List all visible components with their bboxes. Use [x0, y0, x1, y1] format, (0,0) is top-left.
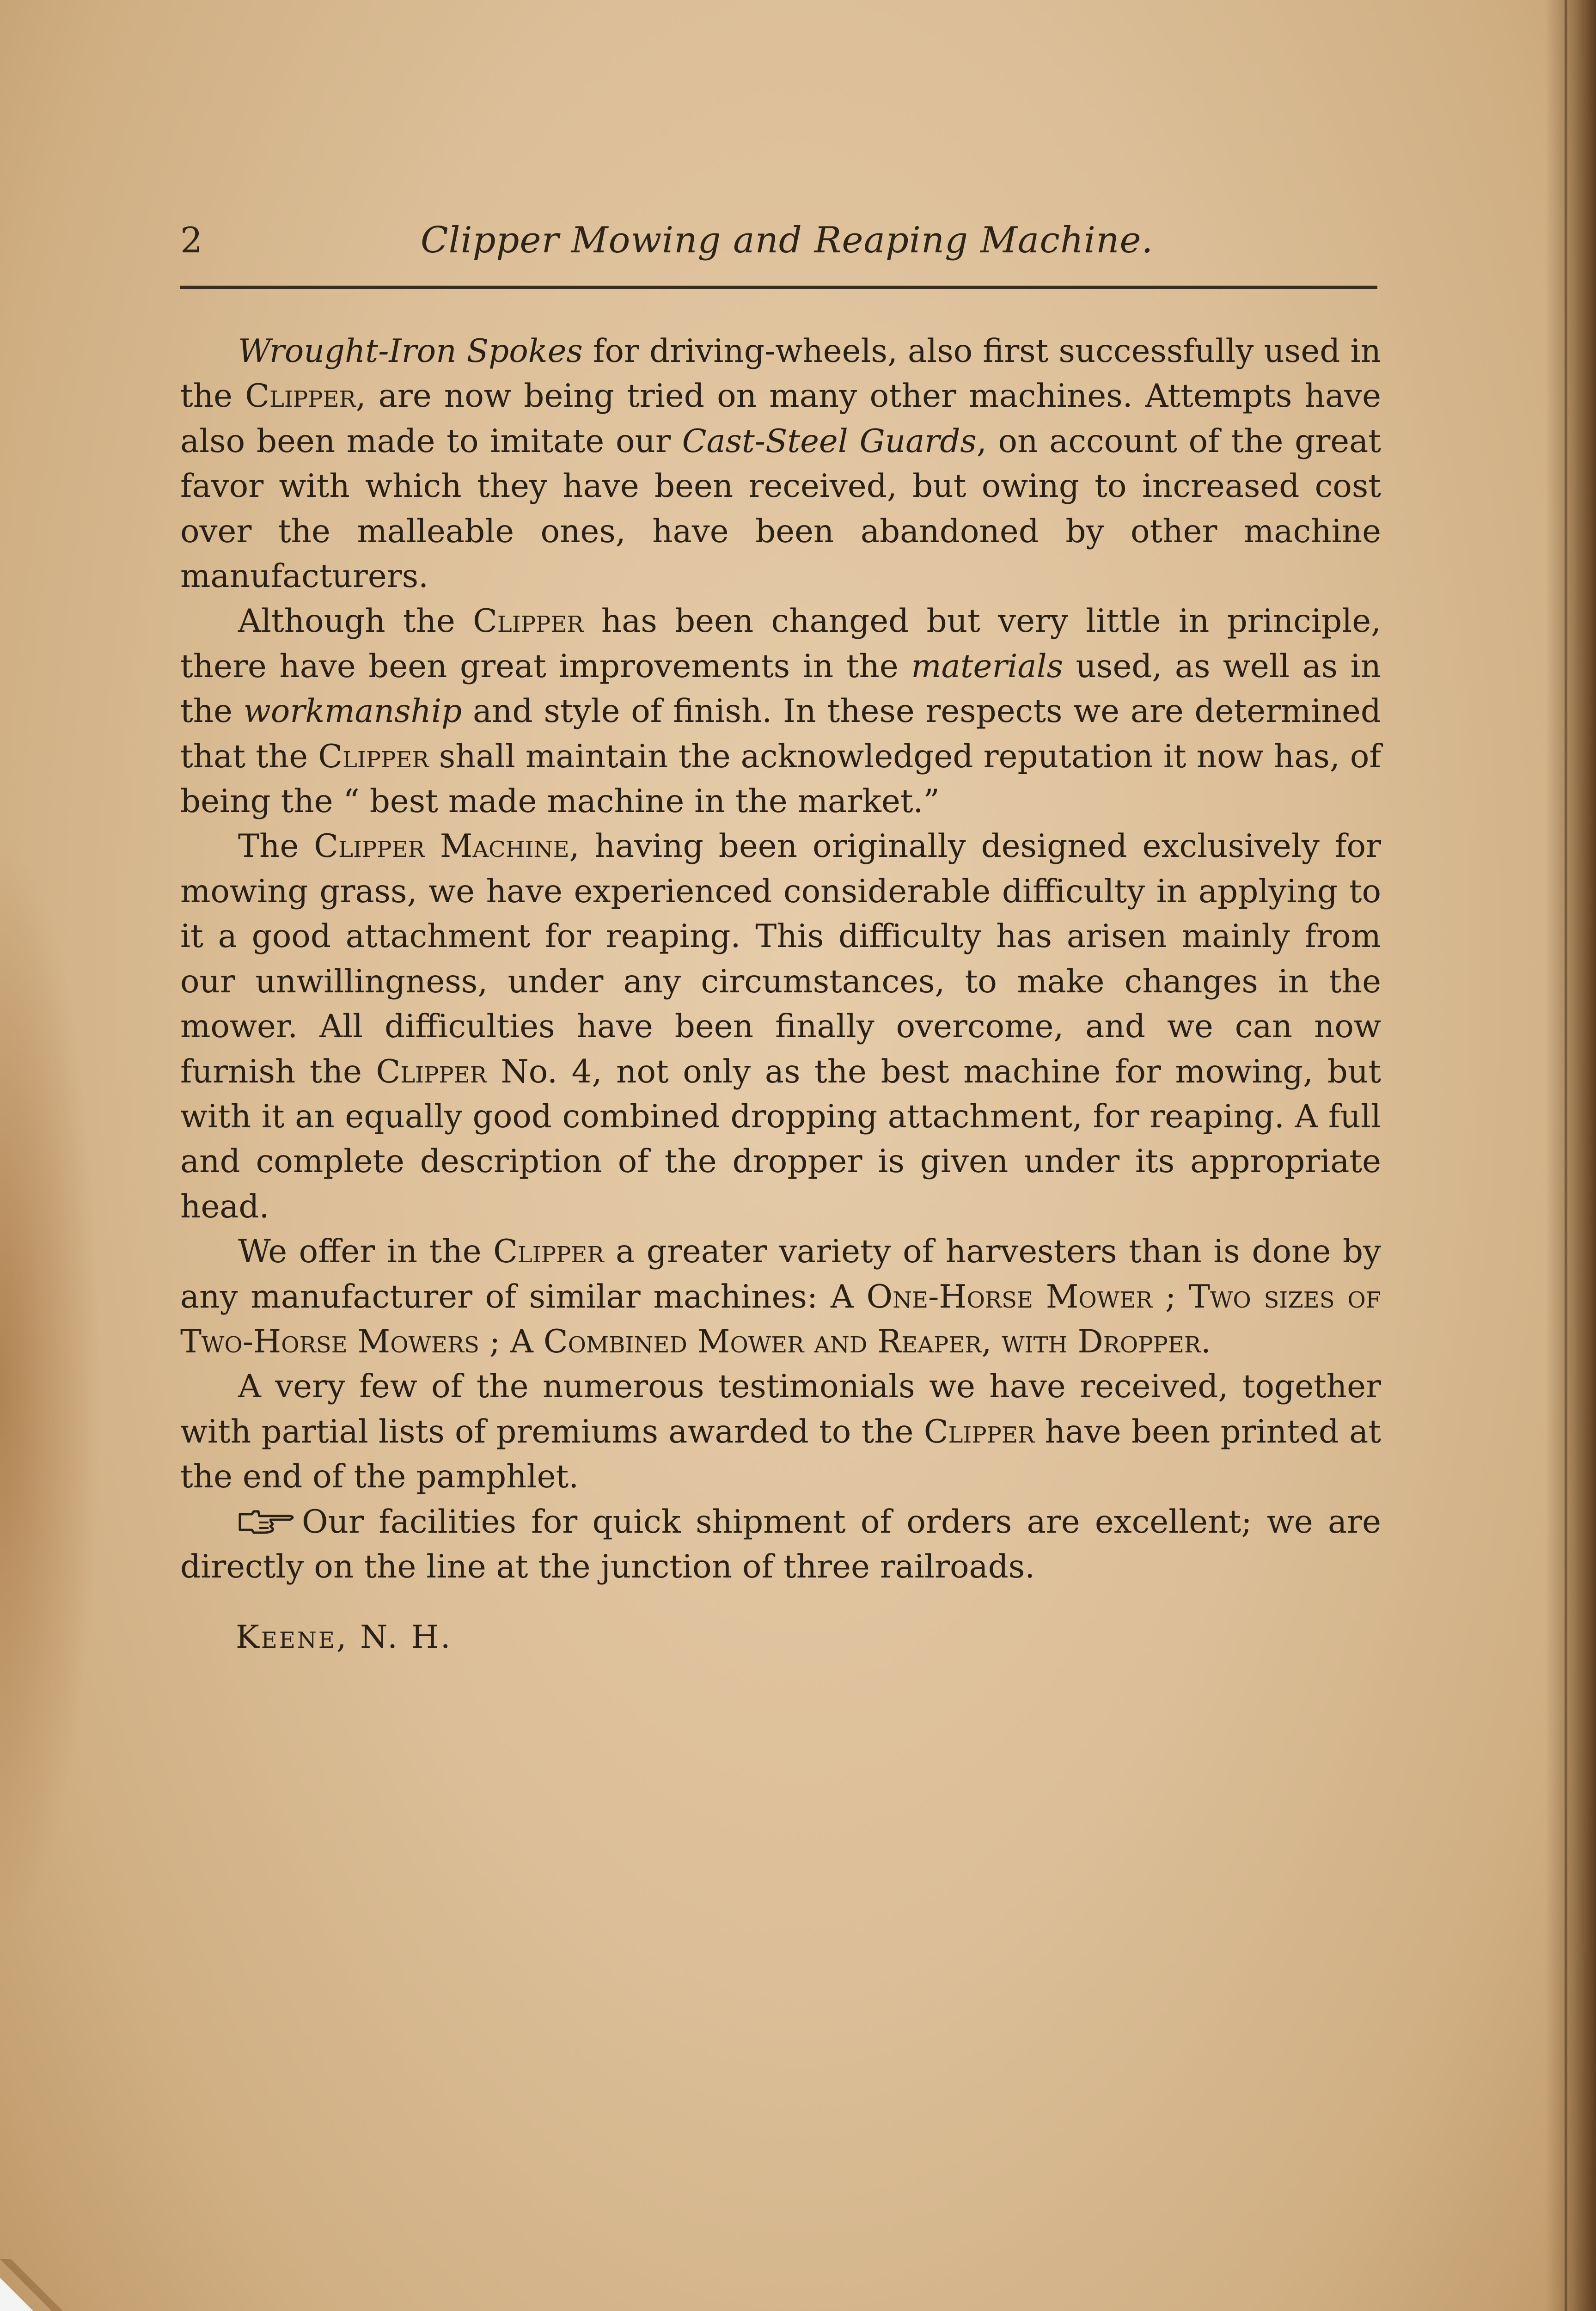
clipper-name: Clipper — [318, 738, 429, 775]
body-text — [180, 329, 1381, 1590]
text-run: , on account of the great favor with which they have been received, but owing to increased cost over the malleable ones, have been abandoned by other machine manufacturers. — [180, 422, 1381, 595]
text-run: has been changed but very little in principle, there have been great improvements in the — [180, 603, 1381, 685]
text-run: a greater variety of harvesters than is done by any manufacturer of similar machines: — [180, 1233, 1382, 1315]
signature-place: Keene, N. H. — [236, 1619, 453, 1656]
clipper-name: Clipper — [245, 378, 356, 415]
text-run: and style of finish. In these respects we are determined that the — [180, 693, 1381, 775]
paragraph-4 — [180, 1229, 1381, 1364]
paragraph-2 — [180, 599, 1381, 824]
paper-stain — [0, 832, 102, 1941]
text-run: Although the — [238, 603, 473, 640]
emphasis-cast-steel-guards: Cast-Steel Guards — [682, 422, 977, 460]
paragraph-1 — [180, 329, 1381, 599]
text-run: have been printed at the end of the pamphlet. — [180, 1413, 1381, 1496]
paragraph-3 — [180, 824, 1381, 1229]
paragraph-5 — [180, 1364, 1381, 1499]
product-list: A One-Horse Mower ; Two sizes of Two-Horse Mowers ; A Combined Mower and Reaper, with Dropper. — [180, 1278, 1381, 1360]
clipper-name: Clipper — [493, 1233, 604, 1271]
clipper-name: Clipper — [376, 1053, 487, 1090]
emphasis-workmanship: workmanship — [243, 693, 462, 730]
page-header — [180, 217, 1377, 268]
header-rule — [180, 286, 1377, 289]
text-run: No. 4, not only as the best machine for mowing, but with it an equally good combined dropping attachment, for reaping. A full and complete description of the dropper is given under its appropriate head. — [180, 1053, 1381, 1225]
running-title: Clipper Mowing and Reaping Machine. — [421, 220, 1154, 261]
clipper-machine-name: Clipper Machine — [314, 828, 569, 865]
text-run: used, as well as in the — [180, 648, 1381, 730]
emphasis-wrought-iron-spokes: Wrought-Iron Spokes — [238, 333, 583, 370]
clipper-name: Clipper — [923, 1413, 1035, 1450]
paragraph-6 — [180, 1500, 1381, 1590]
text-run: We offer in the — [238, 1233, 494, 1271]
clipper-name: Clipper — [473, 603, 584, 640]
text-run: , are now being tried on many other machines. Attempts have also been made to imitate our — [180, 378, 1381, 460]
text-run: A very few of the numerous testimonials we have received, together with partial lists of premiums awarded to the — [180, 1368, 1381, 1450]
pointing-hand-icon — [238, 1508, 297, 1536]
text-run: shall maintain the acknowledged reputation it now has, of being the “ best made machine in the market.” — [180, 738, 1382, 820]
text-run: , having been originally designed exclusively for mowing grass, we have experienced considerable difficulty in applying to it a good attachment for reaping. This difficulty has arisen mainly from our unwillingness, under any circumstances, to make changes in the mower. All difficulties have been finally overcome, and we can now furnish the — [180, 828, 1381, 1090]
emphasis-materials: materials — [911, 648, 1064, 685]
text-run: The — [238, 828, 314, 865]
text-run: Our facilities for quick shipment of orders are excellent; we are directly on the line at the junction of three railroads. — [180, 1503, 1381, 1585]
text-run: for driving-wheels, also first successfully used in the — [180, 333, 1381, 415]
torn-corner-shadow — [0, 2259, 277, 2311]
page-number: 2 — [180, 220, 203, 261]
spine-line — [1565, 0, 1567, 2311]
page-edge-shadow — [1545, 0, 1596, 2311]
